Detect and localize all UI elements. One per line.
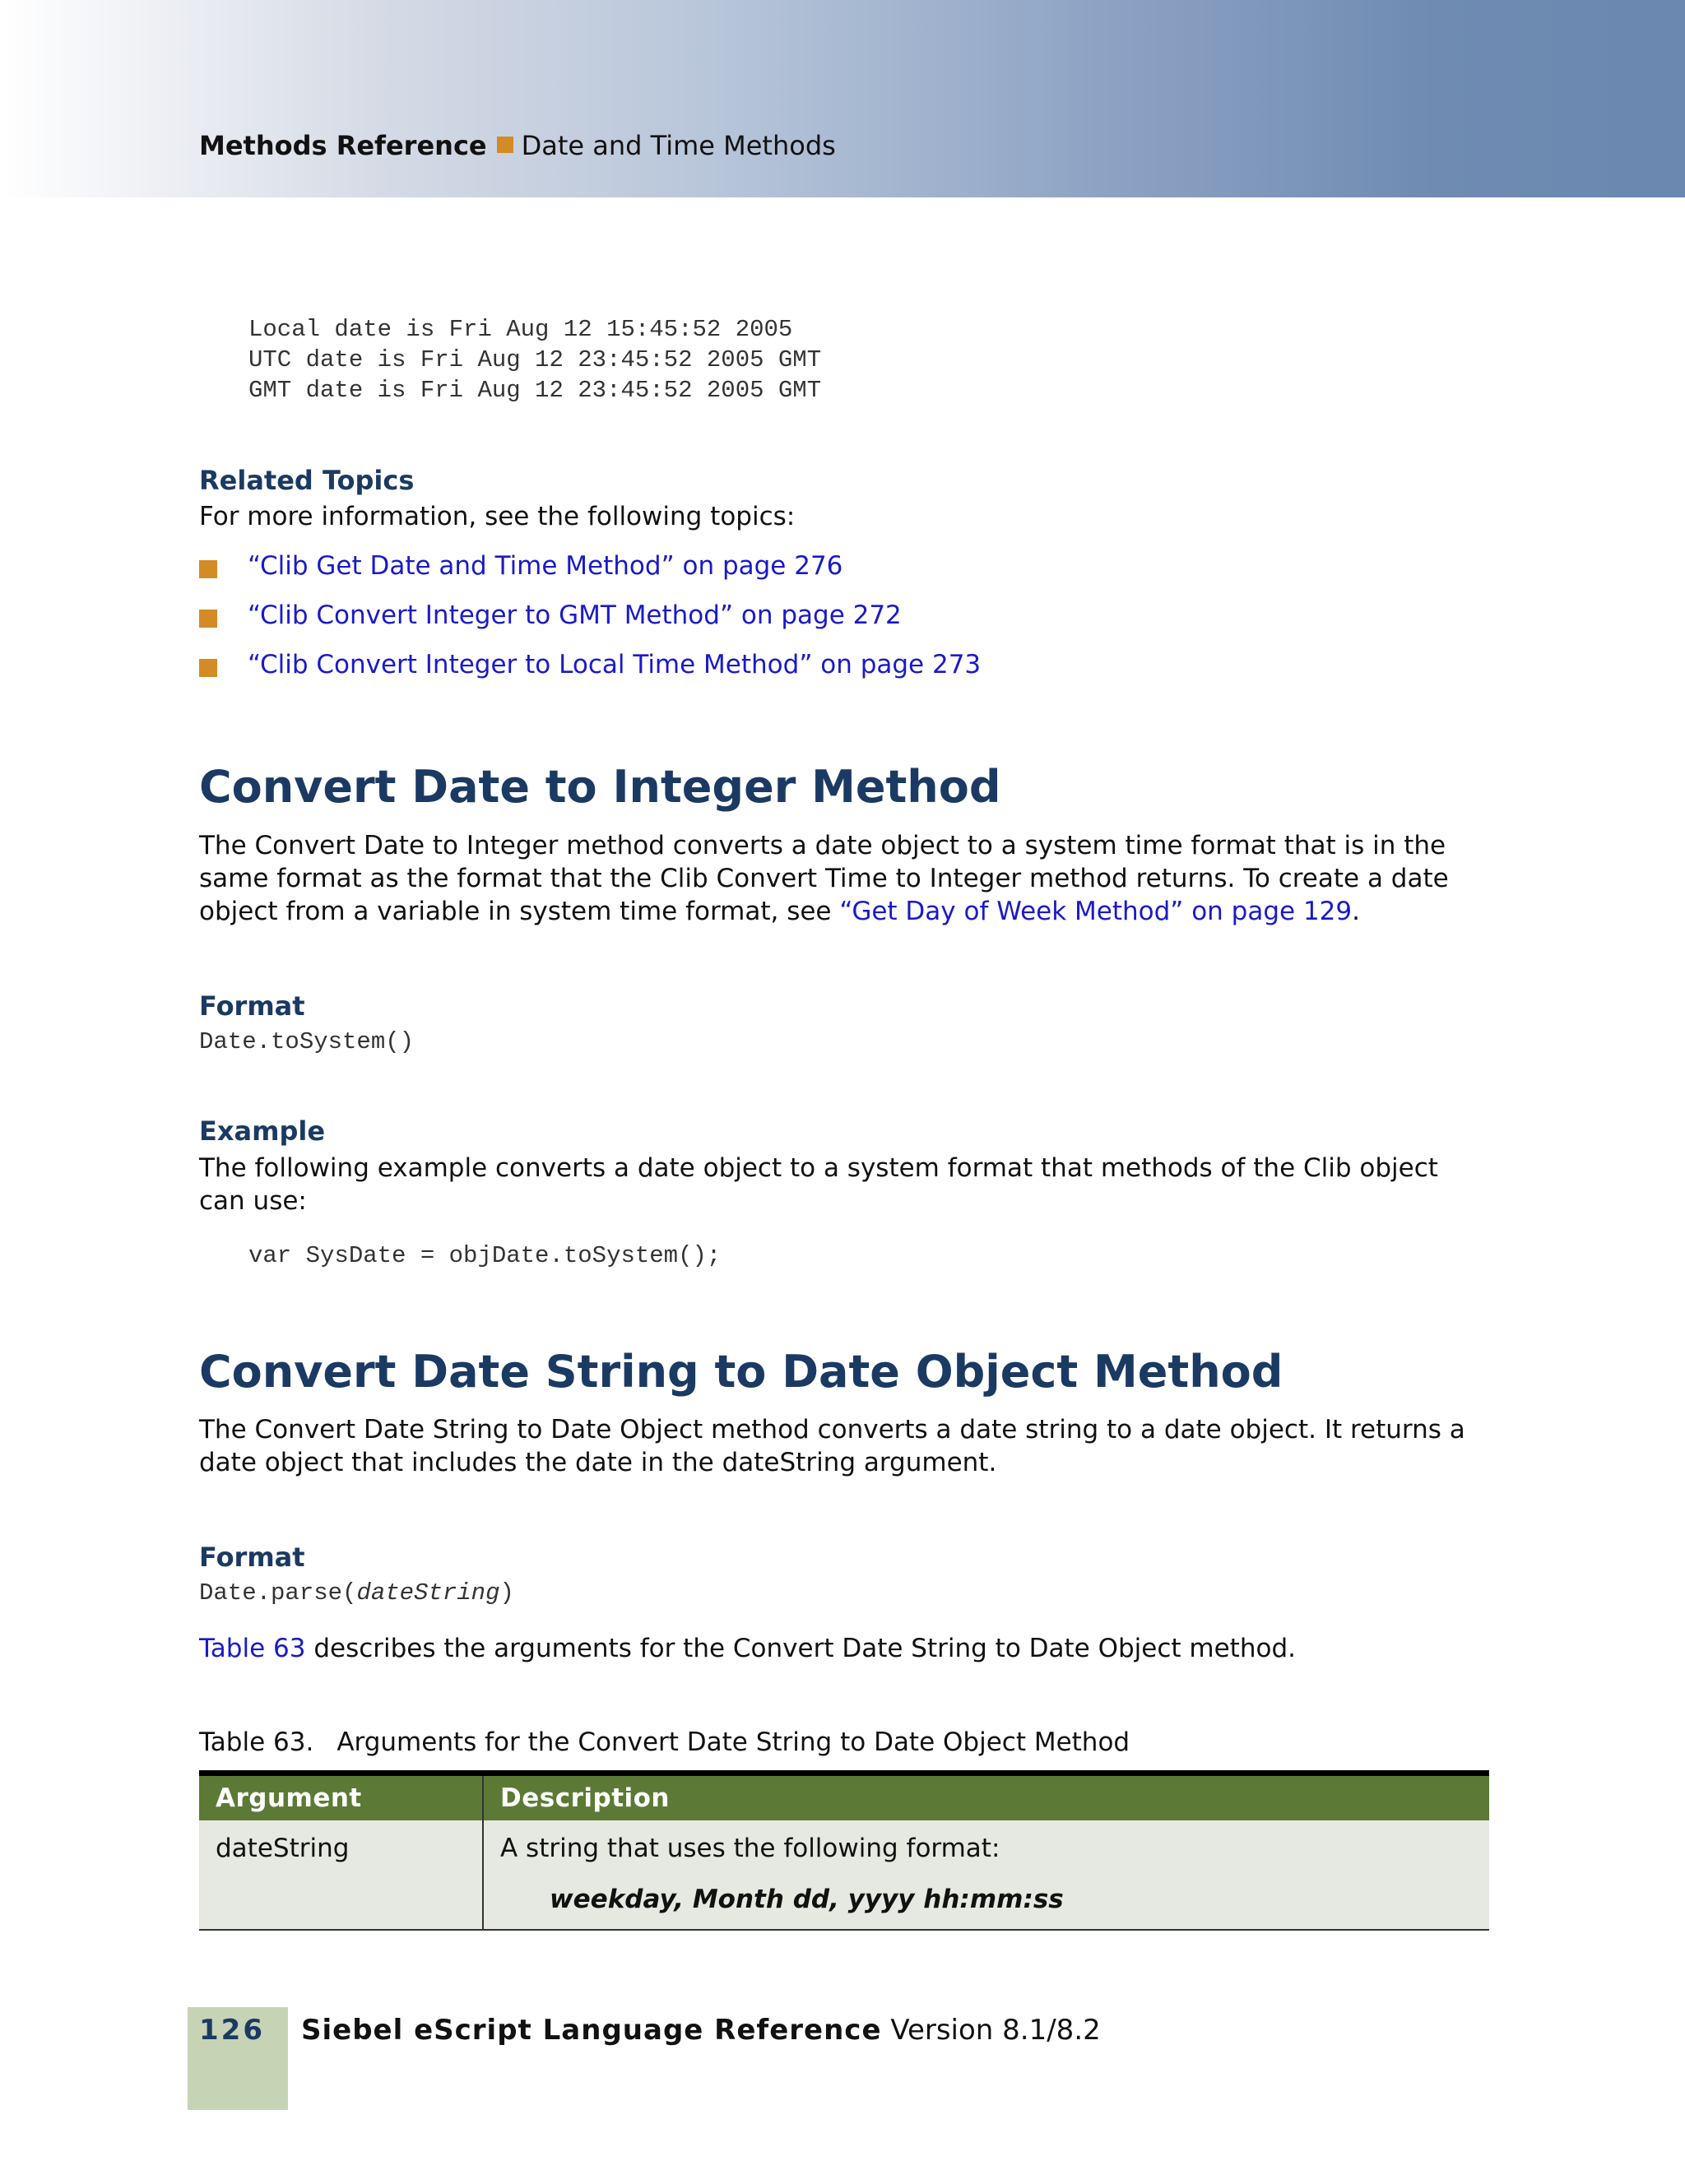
table-header-row [199,1774,1489,1821]
code-line: GMT date is Fri Aug 12 23:45:52 2005 GMT [248,377,822,404]
square-bullet-icon [497,137,513,153]
example-heading: Example [199,1115,326,1147]
related-topics-list [199,549,981,698]
page-number: 126 [199,2014,265,2047]
format-code: Date.toSystem() [199,1028,415,1055]
related-topic-link[interactable]: “Clib Convert Integer to GMT Method” on page 272 [248,600,902,630]
section1-body [199,829,1491,928]
table-caption-title: Arguments for the Convert Date String to Date Object Method [337,1727,1130,1757]
related-topic-link[interactable]: “Clib Get Date and Time Method” on page 276 [248,551,843,581]
square-bullet-icon [199,659,217,677]
list-item [199,599,981,648]
column-header-description: Description [483,1774,1489,1821]
related-topics-heading: Related Topics [199,465,415,496]
format-code [199,1579,514,1607]
table-reference [199,1632,1491,1665]
book-version: Version 8.1/8.2 [881,2014,1101,2047]
related-topics-intro: For more information, see the following topics: [199,502,796,531]
header-band [0,0,1685,197]
square-bullet-icon [199,560,217,578]
table-reference-text: describes the arguments for the Convert Date String to Date Object method. [305,1634,1296,1663]
format-code-arg: dateString [356,1579,500,1607]
square-bullet-icon [199,610,217,628]
format-heading: Format [199,990,305,1022]
table-63-link[interactable]: Table 63 [199,1634,306,1663]
output-code-block [248,314,821,406]
argument-cell: dateString [199,1820,483,1930]
book-title: Siebel eScript Language Reference [301,2014,882,2047]
footer-title [301,2014,1101,2047]
section2-body: The Convert Date String to Date Object method converts a date string to a date object. It returns a date object that includes the date in the dateString argument. [199,1415,1465,1477]
section1-body-end: . [1352,897,1360,926]
code-line: UTC date is Fri Aug 12 23:45:52 2005 GMT [248,346,822,373]
date-format-text: weekday, Month dd, yyyy hh:mm:ss [550,1885,1064,1914]
format-code-prefix: Date.parse( [199,1579,357,1607]
column-header-argument: Argument [199,1774,483,1821]
section2-title: Convert Date String to Date Object Method [199,1346,1283,1398]
format-heading: Format [199,1542,305,1573]
related-topic-link[interactable]: “Clib Convert Integer to Local Time Method” on page 273 [248,650,982,679]
arguments-table [199,1770,1489,1931]
running-head-section: Methods Reference [199,130,487,161]
description-text: A string that uses the following format: [500,1834,1000,1863]
list-item [199,549,981,599]
section1-title: Convert Date to Integer Method [199,761,1001,813]
code-line: Local date is Fri Aug 12 15:45:52 2005 [248,316,793,343]
section1-body-text: The Convert Date to Integer method converts a date object to a system time format that is in the same format as the format that the Clib Convert Time to Integer method returns. To create a date object from a variable in system time format, see [199,831,1449,926]
table-row [199,1820,1489,1930]
get-day-of-week-link[interactable]: “Get Day of Week Method” on page 129 [839,897,1353,926]
table-caption [199,1727,1130,1757]
example-code: var SysDate = objDate.toSystem(); [248,1242,722,1269]
description-cell [483,1820,1489,1930]
list-item [199,648,981,698]
running-head-subsection: Date and Time Methods [521,130,836,161]
running-head [199,128,836,164]
example-text: The following example converts a date object to a system format that methods of the Clib object can use: [199,1153,1438,1216]
table-caption-label: Table 63. [199,1727,314,1757]
format-code-suffix: ) [499,1579,514,1607]
